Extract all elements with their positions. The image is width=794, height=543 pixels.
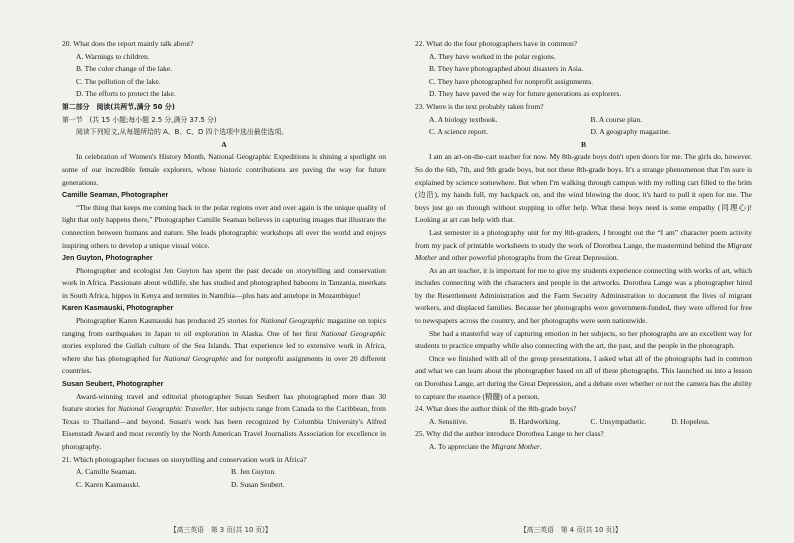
paragraph: As an art teacher, it is important for me to give my students experience connecting with works of art, which includes connecting with the characters and people in the artworks. Dorothea Lange was a photographer hired by the Resettlement Administration and the Farm Security Administration to document the lives of migrant workers, and displaced families. Because her photographs were government-funded, they were offered for free to newspapers across the country, and her photographs were seen nationwide. (415, 265, 752, 326)
option: D. Susan Seubert. (231, 479, 285, 489)
option (415, 441, 752, 454)
paragraph: Once we finished with all of the group presentations, I asked what all of the photographs had in common and what we can learn about the photographer based on all of these photographs. This launched us into a lesson on Dorothea Lange, art during the Great Depression, and a debate over whether or not the camera has the ability to capture the essence (精髓) of a person. (415, 353, 752, 401)
option: B. They have photographed about disasters in Asia. (429, 64, 584, 74)
options-row (415, 126, 752, 139)
option: C. They have photographed for nonprofit assignments. (429, 76, 593, 86)
text: and other powerful photographs from the Great Depression. (437, 253, 619, 263)
option: D. The efforts to protect the lake. (76, 89, 176, 99)
text: . (539, 442, 542, 451)
text: . Her subjects range from Canada to the Caribbean, from Texas to Thailand—and beyond. Susan's work has been recognized by Columbia University's Alfred Eisenstadt Award and most recently by the North American Travel Journalists Association for excellence in photography. (62, 404, 386, 451)
italic-title: Migrant Mother (491, 442, 540, 451)
paragraph (62, 391, 386, 454)
options-row (62, 466, 386, 479)
option: D. Hopeless. (671, 416, 710, 426)
passage-label: B (580, 139, 586, 149)
question-24: 24. What does the author think of the 8th-grade boys? (415, 404, 577, 414)
option: B. Hardworking. (509, 416, 561, 426)
option: B. A course plan. (590, 114, 642, 124)
option: D. A geography magazine. (590, 127, 671, 137)
italic-title: National Geographic (260, 316, 325, 326)
text: stories explored the Gullah culture of the Sea Islands. That experience led to extensive work in Africa, where she has photographed for (62, 341, 386, 363)
subheading: Susan Seubert, Photographer (62, 379, 164, 389)
subheading: Camille Seaman, Photographer (62, 190, 169, 200)
question-20: 20. What does the report mainly talk about? (62, 39, 194, 48)
italic-title: Migrant Mother (415, 240, 753, 263)
question-23: 23. Where is the text probably taken from? (415, 101, 544, 111)
question-25: 25. Why did the author introduce Dorothea Lange to her class? (415, 429, 604, 439)
options-row (415, 114, 752, 127)
options-row (415, 416, 752, 429)
italic-title: National Geographic (320, 328, 386, 338)
option: B. Jen Guyton. (231, 467, 276, 477)
paragraph: Photographer and ecologist Jen Guyton has spent the past decade on storytelling and conservation work in Africa. Passionate about wildlife, she has studied and photographed baboons in Tanzania, meerkats in South Africa, hippos in Kenya and termites in Namibia—plus bats and antelope in Mozambique! (62, 265, 386, 300)
question-21: 21. Which photographer focuses on storytelling and conservation work in Africa? (62, 454, 307, 464)
passage-label: A (221, 139, 227, 149)
part-heading: 第二部分 阅读(共两节,满分 50 分) (62, 102, 175, 111)
options-row (62, 479, 386, 492)
option: A. They have worked in the polar regions. (429, 51, 556, 61)
option: B. The color change of the lake. (76, 64, 173, 74)
text: Photographer Karen Kasmauski has produced 25 stories for (76, 316, 261, 326)
paragraph: “The thing that keeps me coming back to the polar regions over and over again is the unique quality of light that only happens there,” Photographer Camille Seaman believes in capturing images that illustrate the connection between humans and nature. She leads photographic workshops all over the world and enjoys inspiring others to develop a unique visual voice. (62, 202, 386, 250)
text: magazine on topics ranging from earthquakes in Japan to oil exploration in Alaska. One of her first (62, 316, 386, 338)
paragraph: She had a masterful way of capturing emotion in her subjects, so her photographs are an excellent way for students to practice empathy while also connecting with the art, the past, and the people in the photograph. (415, 328, 752, 351)
option: D. They have paved the way for future generations as explorers. (429, 89, 622, 99)
right-column (415, 38, 752, 454)
subheading: Jen Guyton, Photographer (62, 253, 153, 263)
option: A. Sensitive. (429, 416, 468, 426)
instructions: 阅读下列短文,从每题所给的 A、B、C、D 四个选项中选出最佳选项。 (76, 128, 289, 137)
italic-title: National Geographic (163, 353, 229, 363)
section-heading: 第一节 (共 15 小题;每小题 2.5 分,满分 37.5 分) (62, 115, 217, 124)
paragraph (415, 227, 752, 265)
text: and for nonprofit assignments in over 20 different countries. (62, 353, 386, 376)
subheading: Karen Kasmauski, Photographer (62, 303, 174, 313)
page-footer: 【高三英语 第 3 页(共 10 页)】 (170, 526, 272, 534)
text: A. To appreciate the (429, 442, 492, 451)
paragraph: I am an art-on-the-cart teacher for now. My 8th-grade boys don't open doors for me. The girls do, however. So do the 6th, 7th, and 9th grade boys, but not these 8th-grade boys. It's a strange phenomenon that I'm sure is explained by science somewhere. But when I'm walking through campus with my rolling cart filled to the brim (边沿), my hands full, my backpack on, and the wind blowing the door, it's hard to pull it open for me. The boys just go on through without stopping to offer help. What these boys need is some empathy (同理心)! Looking at art can help with that. (415, 152, 752, 225)
option: C. A science report. (429, 127, 488, 137)
option: C. The pollution of the lake. (76, 76, 161, 86)
page-footer: 【高三英语 第 4 页(共 10 页)】 (520, 526, 622, 534)
question-22: 22. What do the four photographers have in common? (415, 39, 578, 48)
italic-title: National Geographic Traveller (118, 404, 213, 414)
intro-paragraph: In celebration of Women's History Month, National Geographic Expeditions is shining a spotlight on some of our incredible female explorers, whose historic contributions are paving the way for future generations. (62, 152, 386, 187)
text: Award-winning travel and editorial photographer Susan Seubert has photographed more than 30 feature stories for (62, 391, 386, 414)
left-column (62, 38, 386, 491)
option: A. Warnings to children. (76, 51, 150, 61)
paragraph (62, 315, 386, 378)
option: A. A biology textbook. (429, 114, 498, 124)
option: C. Unsympathetic. (590, 416, 647, 426)
text: Last semester in a photography unit for my 8th-graders, I brought out the “I am” character poem activity from my pack of printable worksheets to study the work of Dorothea Lange, the mastermind behind the (415, 227, 752, 250)
option: C. Karen Kasmauski. (76, 479, 141, 489)
option: A. Camille Seaman. (76, 467, 137, 477)
